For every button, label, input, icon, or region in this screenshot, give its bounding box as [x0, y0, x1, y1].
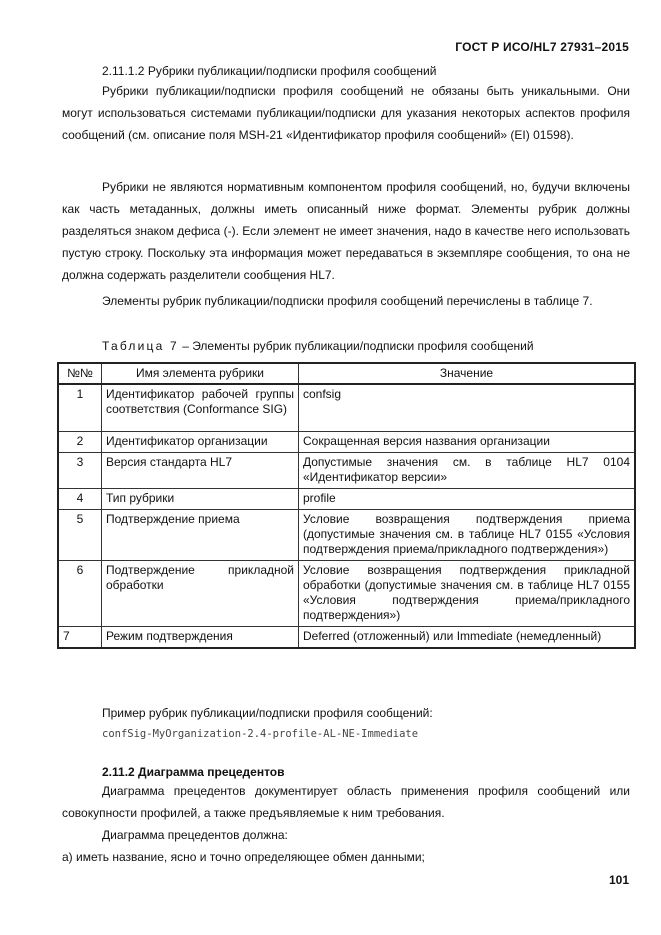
row-number: 1 — [58, 384, 102, 432]
row-element-name: Идентификатор организации — [102, 432, 299, 453]
row-element-name: Режим подтверждения — [102, 627, 299, 649]
row-value: Сокращенная версия названия организации — [299, 432, 636, 453]
row-element-name: Подтверждение приема — [102, 510, 299, 561]
table-row — [58, 561, 635, 627]
row-number: 6 — [58, 561, 102, 627]
table-row — [58, 489, 635, 510]
table-caption-text: – Элементы рубрик публикации/подписки профиля сообщений — [178, 339, 534, 353]
table-row — [58, 453, 635, 489]
row-value: profile — [299, 489, 636, 510]
row-number: 4 — [58, 489, 102, 510]
page-number: 101 — [608, 873, 629, 887]
paragraph-rubrics-uniqueness: Рубрики публикации/подписки профиля сообщений не обязаны быть уникальными. Они могут использоваться системами публикации/подписки для указания некоторых аспектов профиля сообщений (см. описание поля MSH-21 «Идентификатор профиля сообщений» (EI) 01598). — [62, 84, 630, 142]
example-code: confSig-MyOrganization-2.4-profile-AL-NE-Immediate — [102, 728, 419, 740]
paragraph-rubrics-format: Рубрики не являются нормативным компонентом профиля сообщений, но, будучи включены как часть метаданных, должны иметь описанный ниже формат. Элементы рубрик должны разделяться знаком дефиса (-). Если элемент не имеет значения, надо в качестве него использовать пустую строку. Поскольку эта информация может передаваться в экземпляре сообщения, то она не должна содержать разделители сообщения HL7. — [62, 180, 630, 282]
rubric-elements-table — [57, 362, 636, 649]
row-value: Допустимые значения см. в таблице HL7 0104 «Идентификатор версии» — [299, 453, 636, 489]
row-number: 5 — [58, 510, 102, 561]
table-caption — [102, 339, 534, 353]
column-header-value: Значение — [299, 363, 636, 384]
column-header-element-name: Имя элемента рубрики — [102, 363, 299, 384]
row-value: confsig — [299, 384, 636, 432]
paragraph-use-case-requirements: Диаграмма прецедентов должна: — [102, 828, 288, 842]
table-row — [58, 432, 635, 453]
subsection-heading-2-11-1-2: 2.11.1.2 Рубрики публикации/подписки профиля сообщений — [102, 64, 437, 78]
row-value: Deferred (отложенный) или Immediate (немедленный) — [299, 627, 636, 649]
section-heading-2-11-2: 2.11.2 Диаграмма прецедентов — [102, 765, 285, 779]
row-element-name: Тип рубрики — [102, 489, 299, 510]
table-caption-label: Таблица 7 — [102, 339, 179, 353]
row-element-name: Подтверждение прикладной обработки — [102, 561, 299, 627]
table-row — [58, 384, 635, 432]
table-header-row — [58, 363, 635, 384]
row-number: 7 — [58, 627, 102, 649]
list-item-a: а) иметь название, ясно и точно определяющее обмен данными; — [62, 850, 425, 864]
row-number: 3 — [58, 453, 102, 489]
standard-header: ГОСТ Р ИСО/HL7 27931–2015 — [455, 40, 629, 54]
paragraph-use-case-diagram: Диаграмма прецедентов документирует область применения профиля сообщений или совокупности профилей, а также предъявляемые к ним требования. — [62, 784, 630, 820]
example-label: Пример рубрик публикации/подписки профиля сообщений: — [102, 706, 433, 720]
row-value: Условие возвращения подтверждения прикладной обработки (допустимые значения см. в таблице HL7 0155 «Условия подтверждения приема/прикладного подтверждения») — [299, 561, 636, 627]
column-header-number: №№ — [58, 363, 102, 384]
row-value: Условие возвращения подтверждения приема (допустимые значения см. в таблице HL7 0155 «Условия подтверждения приема/прикладного подтверждения») — [299, 510, 636, 561]
row-element-name: Идентификатор рабочей группы соответствия (Conformance SIG) — [102, 384, 299, 432]
paragraph-table-reference: Элементы рубрик публикации/подписки профиля сообщений перечислены в таблице 7. — [102, 294, 593, 308]
row-element-name: Версия стандарта HL7 — [102, 453, 299, 489]
table-row — [58, 627, 635, 649]
table-row — [58, 510, 635, 561]
row-number: 2 — [58, 432, 102, 453]
